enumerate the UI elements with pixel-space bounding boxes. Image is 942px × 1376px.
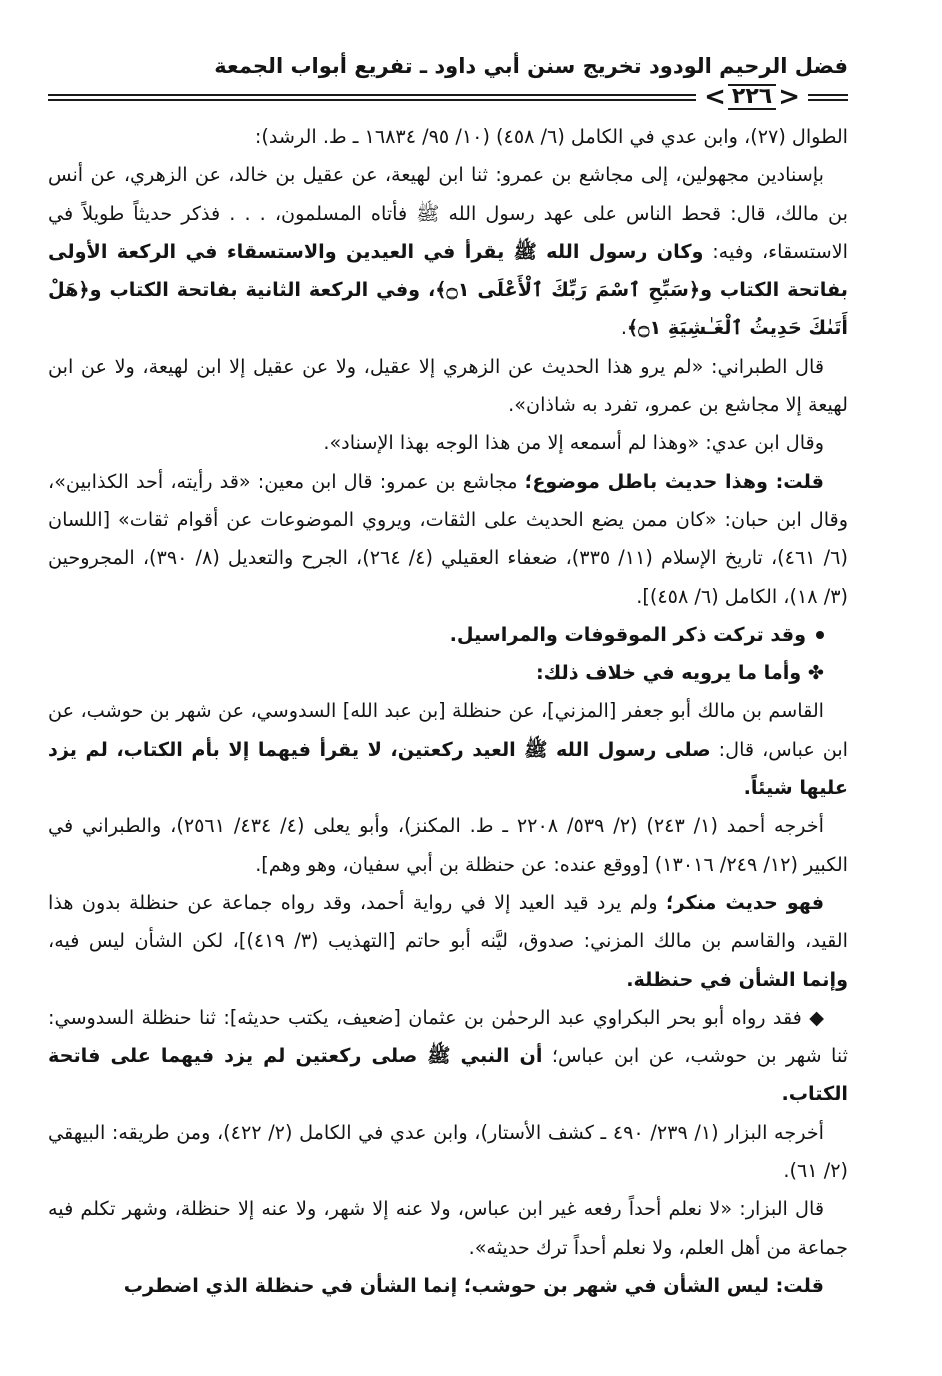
text-run: ولم يرد قيد العيد إلا في رواية أحمد، وقد رواه جماعة عن حنظلة بدون هذا القيد، والقاسم بن مالك المزني: صدوق، ليَّنه أبو حاتم [التهذيب (٣/ ٤١٩)]، لكن الشأن ليس فيه، <box>48 890 848 953</box>
page-header <box>48 52 848 80</box>
paragraph-p14 <box>48 1267 848 1305</box>
paragraph-p3 <box>48 348 848 425</box>
bold-text: فهو حديث منكر؛ <box>665 890 825 914</box>
bold-text: صلى رسول الله ﷺ العيد ركعتين، لا يقرأ فيهما إلا بأم الكتاب، لم يزد عليها شيئاً. <box>48 737 848 800</box>
text-run: قال الطبراني: «لم يرو هذا الحديث عن الزهري إلا عقيل، ولا عن عقيل إلا ابن لهيعة، ولا عن ابن لهيعة إلا مجاشع بن عمرو، تفرد به شاذان». <box>48 354 848 417</box>
page-number-box: < ٢٢٦ > <box>704 82 800 112</box>
text-run: ◆ فقد رواه أبو بحر البكراوي عبد الرحمٰن بن عثمان [ضعيف، يكتب حديثه]: ثنا حنظلة السدوسي: ثنا شهر بن حوشب، عن ابن عباس؛ <box>48 1005 849 1068</box>
text-run: أخرجه البزار (١/ ٢٣٩/ ٤٩٠ ـ كشف الأستار)، وابن عدي في الكامل (٢/ ٤٢٢)، ومن طريقه: البيهقي (٢/ ٦١). <box>48 1120 848 1183</box>
bold-text: قلت: وهذا حديث باطل موضوع؛ <box>524 469 824 493</box>
paragraph-p2 <box>48 156 848 347</box>
bold-text: وقد تركت ذكر الموقوفات والمراسيل. <box>449 622 806 646</box>
bullet-icon <box>816 631 824 639</box>
bold-text: قلت: ليس الشأن في شهر بن حوشب؛ إنما الشأن في حنظلة الذي اضطرب <box>123 1273 824 1297</box>
paragraph-p7 <box>48 654 848 692</box>
paragraph-p4 <box>48 424 848 462</box>
text-run: مجاشع بن عمرو: قال ابن معين: «قد رأيته، أحد الكذابين»، وقال ابن حبان: «كان ممن يضع الحديث على الثقات، ويروي الموضوعات عن أقوام ثقات» [اللسان (٦/ ٤٦١)، تاريخ الإسلام (١١/ ٣٣٥)، ضعفاء العقيلي (٤/ ٢٦٤)، الجرح والتعديل (٨/ ٣٩٠)، المجروحين (٣/ ١٨)، الكامل (٦/ ٤٥٨)]. <box>48 469 848 608</box>
text-run: الطوال (٢٧)، وابن عدي في الكامل (٦/ ٤٥٨) (١٠/ ٩٥/ ١٦٨٣٤ ـ ط. الرشد): <box>254 125 848 148</box>
paragraph-p5 <box>48 463 848 616</box>
bold-text: وإنما الشأن في حنظلة. <box>626 967 848 991</box>
bold-text: ✤ وأما ما يرويه في خلاف ذلك: <box>536 661 824 685</box>
paragraph-p8 <box>48 692 848 807</box>
paragraph-p12 <box>48 1114 848 1191</box>
rule-lines-right <box>808 94 848 101</box>
paragraph-p6 <box>48 616 848 654</box>
paragraph-p10 <box>48 884 848 999</box>
paragraph-p1 <box>48 118 848 156</box>
text-run: القاسم بن مالك أبو جعفر [المزني]، عن حنظلة [بن عبد الله] السدوسي، عن شهر بن حوشب، عن ابن عباس، قال: <box>48 699 849 761</box>
bold-text: أن النبي ﷺ صلى ركعتين لم يزد فيهما على فاتحة الكتاب. <box>48 1044 848 1106</box>
paragraph-p11 <box>48 999 848 1114</box>
page-number: ٢٢٦ <box>728 84 776 110</box>
text-run: . <box>620 316 627 340</box>
header-rule <box>48 82 848 112</box>
text-run: بإسنادين مجهولين، إلى مجاشع بن عمرو: ثنا ابن لهيعة، عن عقيل بن خالد، عن الزهري، عن أنس بن مالك، قال: قحط الناس على عهد رسول الله ﷺ فأتاه المسلمون، . . . فذكر حديثاً طويلاً في الاستسقاء، وفيه: <box>48 163 848 263</box>
text-run: قال البزار: «لا نعلم أحداً رفعه غير ابن عباس، ولا عنه إلا شهر، ولا عنه إلا حنظلة، وشهر تكلم فيه جماعة من أهل العلم، ولا نعلم أحداً ترك حديثه». <box>48 1197 848 1259</box>
book-page <box>48 52 848 1376</box>
running-title: فضل الرحيم الودود تخريج سنن أبي داود ـ تفريع أبواب الجمعة <box>214 54 848 78</box>
bold-text: وكان رسول الله ﷺ يقرأ في العيدين والاستسقاء في الركعة الأولى بفاتحة الكتاب و﴿سَبِّحِ ٱسْمَ رَبِّكَ ٱلْأَعْلَى ۝١﴾، وفي الركعة الثانية بفاتحة الكتاب و﴿هَلْ أَتَىٰكَ حَدِيثُ ٱلْغَـٰشِيَةِ ۝١﴾ <box>48 239 848 340</box>
paragraph-p9 <box>48 807 848 884</box>
paragraph-p13 <box>48 1190 848 1267</box>
text-run: أخرجه أحمد (١/ ٢٤٣) (٢/ ٥٣٩/ ٢٢٠٨ ـ ط. المكنز)، وأبو يعلى (٤/ ٤٣٤/ ٢٥٦١)، والطبراني في الكبير (١٢/ ٢٤٩/ ١٣٠١٦) [ووقع عنده: عن حنظلة بن أبي سفيان، وهو وهم]. <box>48 814 848 876</box>
text-run: وقال ابن عدي: «وهذا لم أسمعه إلا من هذا الوجه بهذا الإسناد». <box>323 431 824 455</box>
rule-lines-left <box>48 94 696 101</box>
main-text <box>48 118 848 1305</box>
